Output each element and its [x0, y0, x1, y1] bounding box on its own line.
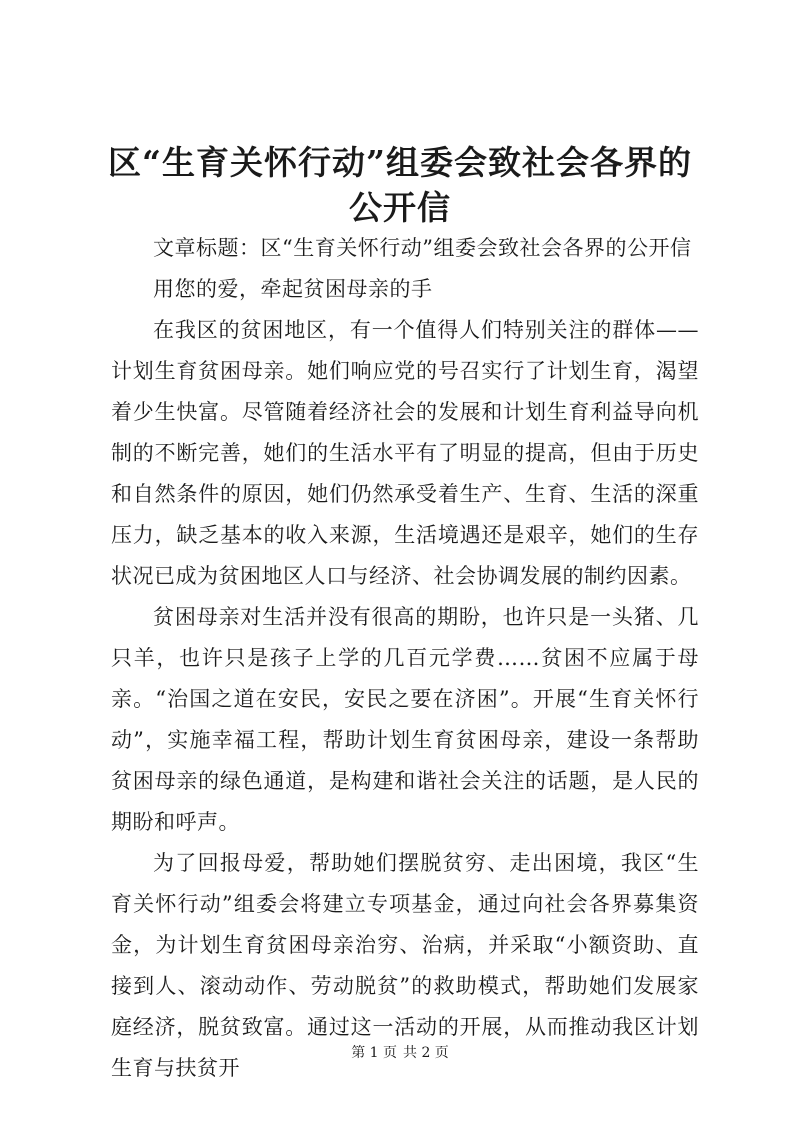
page-footer — [0, 1043, 800, 1063]
document-body — [111, 228, 699, 1089]
document-title: 区“生育关怀行动”组委会致社会各界的公开信 — [108, 143, 692, 227]
page-total: 共 2 页 — [403, 1045, 449, 1061]
page-number: 第 1 页 — [351, 1045, 397, 1061]
body-paragraph: 为了回报母爱，帮助她们摆脱贫穷、走出困境，我区“生育关怀行动”组委会将建立专项基金，通过向社会各界募集资金，为计划生育贫困母亲治穷、治病，并采取“小额资助、直接到人、滚动动作、劳动脱贫”的救助模式，帮助她们发展家庭经济，脱贫致富。通过这一活动的开展，从而推动我区计划生育与扶贫开 — [111, 851, 699, 1080]
subtitle-line: 用您的爱，牵起贫困母亲的手 — [153, 277, 433, 301]
body-paragraph: 在我区的贫困地区，有一个值得人们特别关注的群体——计划生育贫困母亲。她们响应党的号召实行了计划生育，渴望着少生快富。尽管随着经济社会的发展和计划生育利益导向机制的不断完善，她们的生活水平有了明显的提高，但由于历史和自然条件的原因，她们仍然承受着生产、生育、生活的深重压力，缺乏基本的收入来源，生活境遇还是艰辛，她们的生存状况已成为贫困地区人口与经济、社会协调发展的制约因素。 — [111, 318, 699, 588]
body-paragraph: 贫困母亲对生活并没有很高的期盼，也许只是一头猪、几只羊，也许只是孩子上学的几百元学费……贫困不应属于母亲。“治国之道在安民，安民之要在济困”。开展“生育关怀行动”，实施幸福工程，帮助计划生育贫困母亲，建设一条帮助贫困母亲的绿色通道，是构建和谐社会关注的话题，是人民的期盼和呼声。 — [111, 605, 699, 834]
article-title-line: 文章标题：区“生育关怀行动”组委会致社会各界的公开信 — [153, 236, 692, 260]
